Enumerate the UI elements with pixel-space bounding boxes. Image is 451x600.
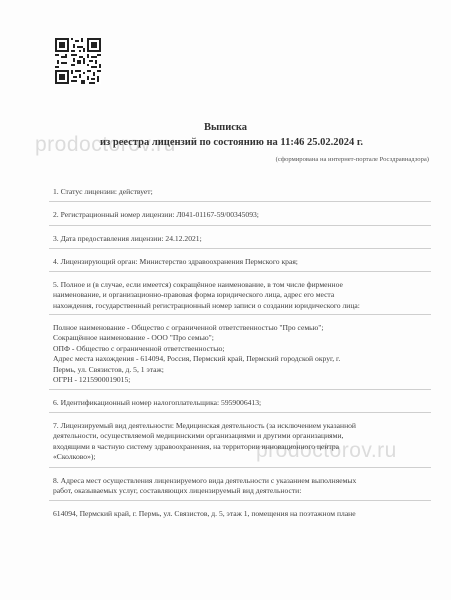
legal-entity-details: Полное наименование - Общество с ограниченной ответственностью "Про семью"; Сокращённое наименование - ООО "Про семью"; ОПФ - Общество с ограниченной ответственностью; Адрес места нахождения - 614094, Россия, Пермский край, Пермский городской округ, г. Пермь, ул. Связистов, д. 5, 1 этаж; ОГРН - 1215900019015; bbox=[53, 323, 341, 385]
license-status: 1. Статус лицензии: действует; bbox=[53, 187, 153, 196]
licensing-authority: 4. Лицензирующий орган: Министерство здравоохранения Пермского края; bbox=[53, 257, 298, 266]
legal-entity-header: 5. Полное и (в случае, если имеется) сокращённое наименование, в том числе фирменное наименование, и организационно-правовая форма юридического лица, адрес его места нахождения, государственный регистрационный номер записи о создании юридического лица: bbox=[53, 280, 360, 310]
divider bbox=[49, 225, 431, 226]
divider bbox=[49, 314, 431, 315]
divider bbox=[49, 271, 431, 272]
license-issue-date: 3. Дата предоставления лицензии: 24.12.2021; bbox=[53, 234, 202, 243]
divider bbox=[49, 201, 431, 202]
watermark: prodoctorov.ru bbox=[256, 439, 397, 462]
licensed-activity: 7. Лицензируемый вид деятельности: Медицинская деятельность (за исключением указанной деятельности, осуществляемой медицинскими организациями и другими организациями, входящими в частную систему здравоохранения, на территории инновационного центра «Сколково»); bbox=[53, 421, 356, 462]
activity-addresses-header: 8. Адреса мест осуществления лицензируемого вида деятельности с указанием выполняемых работ, оказываемых услуг, составляющих лицензируемый вид деятельности: bbox=[53, 476, 357, 496]
formed-note: (сформирована на интернет-портале Росздравнадзора) bbox=[275, 156, 429, 163]
document-subtitle: из реестра лицензий по состоянию на 11:46 25.02.2024 г. bbox=[100, 137, 364, 148]
divider bbox=[49, 248, 431, 249]
divider bbox=[49, 412, 431, 413]
activity-address: 614094, Пермский край, г. Пермь, ул. Связистов, д. 5, этаж 1, помещения на поэтажном плане bbox=[53, 509, 356, 518]
divider bbox=[49, 389, 431, 390]
watermark: prodoctorov.ru bbox=[35, 133, 176, 156]
tax-id: 6. Идентификационный номер налогоплательщика: 5959006413; bbox=[53, 398, 262, 407]
divider bbox=[49, 467, 431, 468]
qr-code-icon bbox=[55, 38, 101, 84]
divider bbox=[49, 500, 431, 501]
document-title: Выписка bbox=[203, 122, 248, 133]
license-reg-number: 2. Регистрационный номер лицензии: Л041-01167-59/00345093; bbox=[53, 210, 259, 219]
